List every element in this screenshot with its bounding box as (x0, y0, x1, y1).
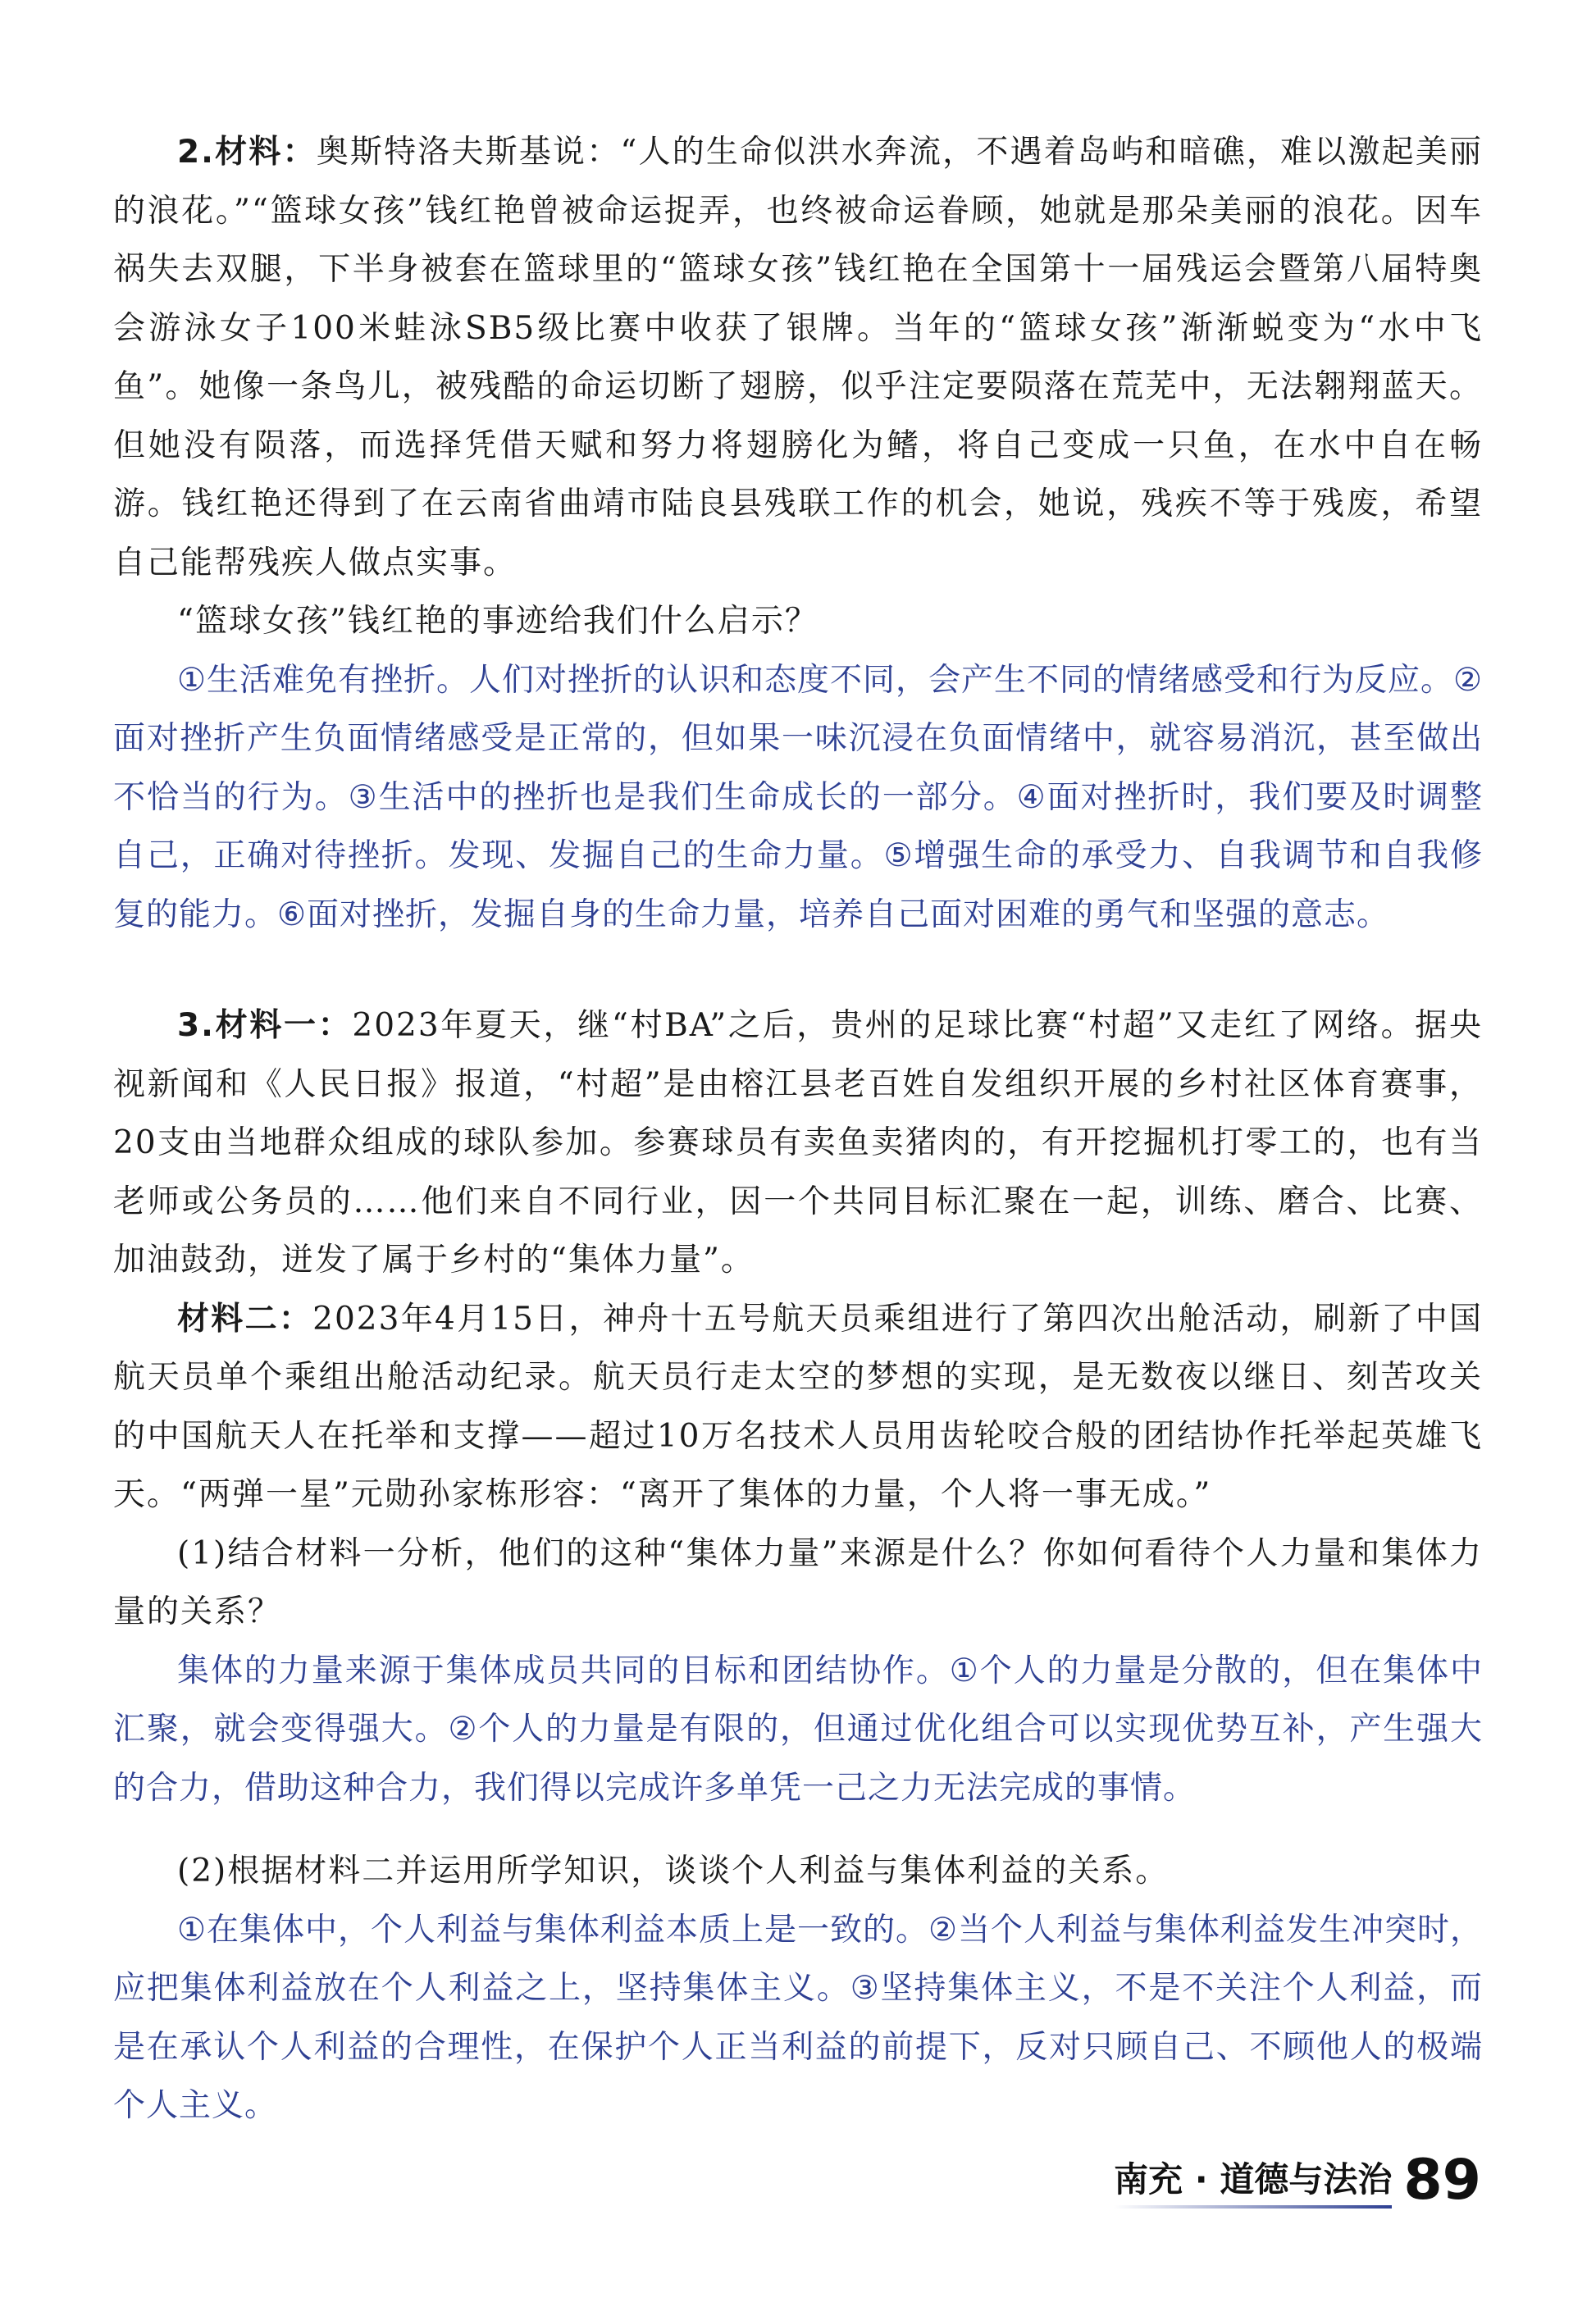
footer-subject-text: 南充 · 道德与法治 (1114, 2159, 1393, 2199)
page-footer (1114, 2148, 1481, 2213)
material-label: 材料一： (214, 1007, 353, 1044)
material-text: 奥斯特洛夫斯基说：“人的生命似洪水奔流，不遇着岛屿和暗礁，难以激起美丽的浪花。”“篮球女孩”钱红艳曾被命运捉弄，也终被命运眷顾，她就是那朵美丽的浪花。因车祸失去双腿，下半身被套在篮球里的“篮球女孩”钱红艳在全国第十一届残运会暨第八届特奥会游泳女子100米蛙泳SB5级比赛中收获了银牌。当年的“篮球女孩”渐渐蜕变为“水中飞鱼”。她像一条鸟儿，被残酷的命运切断了翅膀，似乎注定要陨落在荒芜中，无法翱翔蓝天。但她没有陨落，而选择凭借天赋和努力将翅膀化为鳍，将自己变成一只鱼，在水中自在畅游。钱红艳还得到了在云南省曲靖市陆良县残联工作的机会，她说，残疾不等于残废，希望自己能帮残疾人做点实事。 (113, 134, 1483, 581)
q3-sub2-question: (2)根据材料二并运用所学知识，谈谈个人利益与集体利益的关系。 (177, 1853, 1170, 1889)
question-number: 3. (177, 1007, 215, 1044)
q3-material-1 (113, 996, 1483, 1290)
section-gap (113, 944, 1483, 996)
material-text: 2023年4月15日，神舟十五号航天员乘组进行了第四次出舱活动，刷新了中国航天员单个乘组出舱活动纪录。航天员行走太空的梦想的实现，是无数夜以继日、刻苦攻关的中国航天人在托举和支撑——超过10万名技术人员用齿轮咬合般的团结协作托举起英雄飞天。“两弹一星”元勋孙家栋形容：“离开了集体的力量，个人将一事无成。” (113, 1300, 1483, 1513)
q2-question: “篮球女孩”钱红艳的事迹给我们什么启示？ (177, 603, 819, 640)
q2-material (113, 123, 1483, 592)
footer-underline (1114, 2205, 1392, 2209)
footer-subject (1114, 2153, 1392, 2209)
q3-material-2 (113, 1290, 1483, 1525)
q3-sub1-question: (1)结合材料一分析，他们的这种“集体力量”来源是什么？你如何看待个人力量和集体力量的关系？ (113, 1534, 1483, 1630)
q3-sub2-answer: ①在集体中，个人利益与集体利益本质上是一致的。②当个人利益与集体利益发生冲突时，应把集体利益放在个人利益之上，坚持集体主义。③坚持集体主义，不是不关注个人利益，而是在承认个人利益的合理性，在保护个人正当利益的前提下，反对只顾自己、不顾他人的极端个人主义。 (113, 1911, 1483, 2124)
material-text: 2023年夏天，继“村BA”之后，贵州的足球比赛“村超”又走红了网络。据央视新闻和《人民日报》报道，“村超”是由榕江县老百姓自发组织开展的乡村社区体育赛事，20支由当地群众组成的球队参加。参赛球员有卖鱼卖猪肉的，有开挖掘机打零工的，也有当老师或公务员的……他们来自不同行业，因一个共同目标汇聚在一起，训练、磨合、比赛、加油鼓劲，迸发了属于乡村的“集体力量”。 (113, 1007, 1483, 1279)
material-label: 材料： (214, 134, 317, 171)
material-label: 材料二： (177, 1300, 313, 1338)
page-number: 89 (1403, 2148, 1481, 2213)
q2-answer: ①生活难免有挫折。人们对挫折的认识和态度不同，会产生不同的情绪感受和行为反应。②面对挫折产生负面情绪感受是正常的，但如果一味沉浸在负面情绪中，就容易消沉，甚至做出不恰当的行为。③生活中的挫折也是我们生命成长的一部分。④面对挫折时，我们要及时调整自己，正确对待挫折。发现、发掘自己的生命力量。⑤增强生命的承受力、自我调节和自我修复的能力。⑥面对挫折，发掘自身的生命力量，培养自己面对困难的勇气和坚强的意志。 (113, 661, 1483, 933)
q3-sub1-answer: 集体的力量来源于集体成员共同的目标和团结协作。①个人的力量是分散的，但在集体中汇聚，就会变得强大。②个人的力量是有限的，但通过优化组合可以实现优势互补，产生强大的合力，借助这种合力，我们得以完成许多单凭一己之力无法完成的事情。 (113, 1652, 1483, 1807)
section-gap (113, 1817, 1483, 1842)
question-number: 2. (177, 134, 215, 171)
page-content (113, 123, 1483, 2136)
